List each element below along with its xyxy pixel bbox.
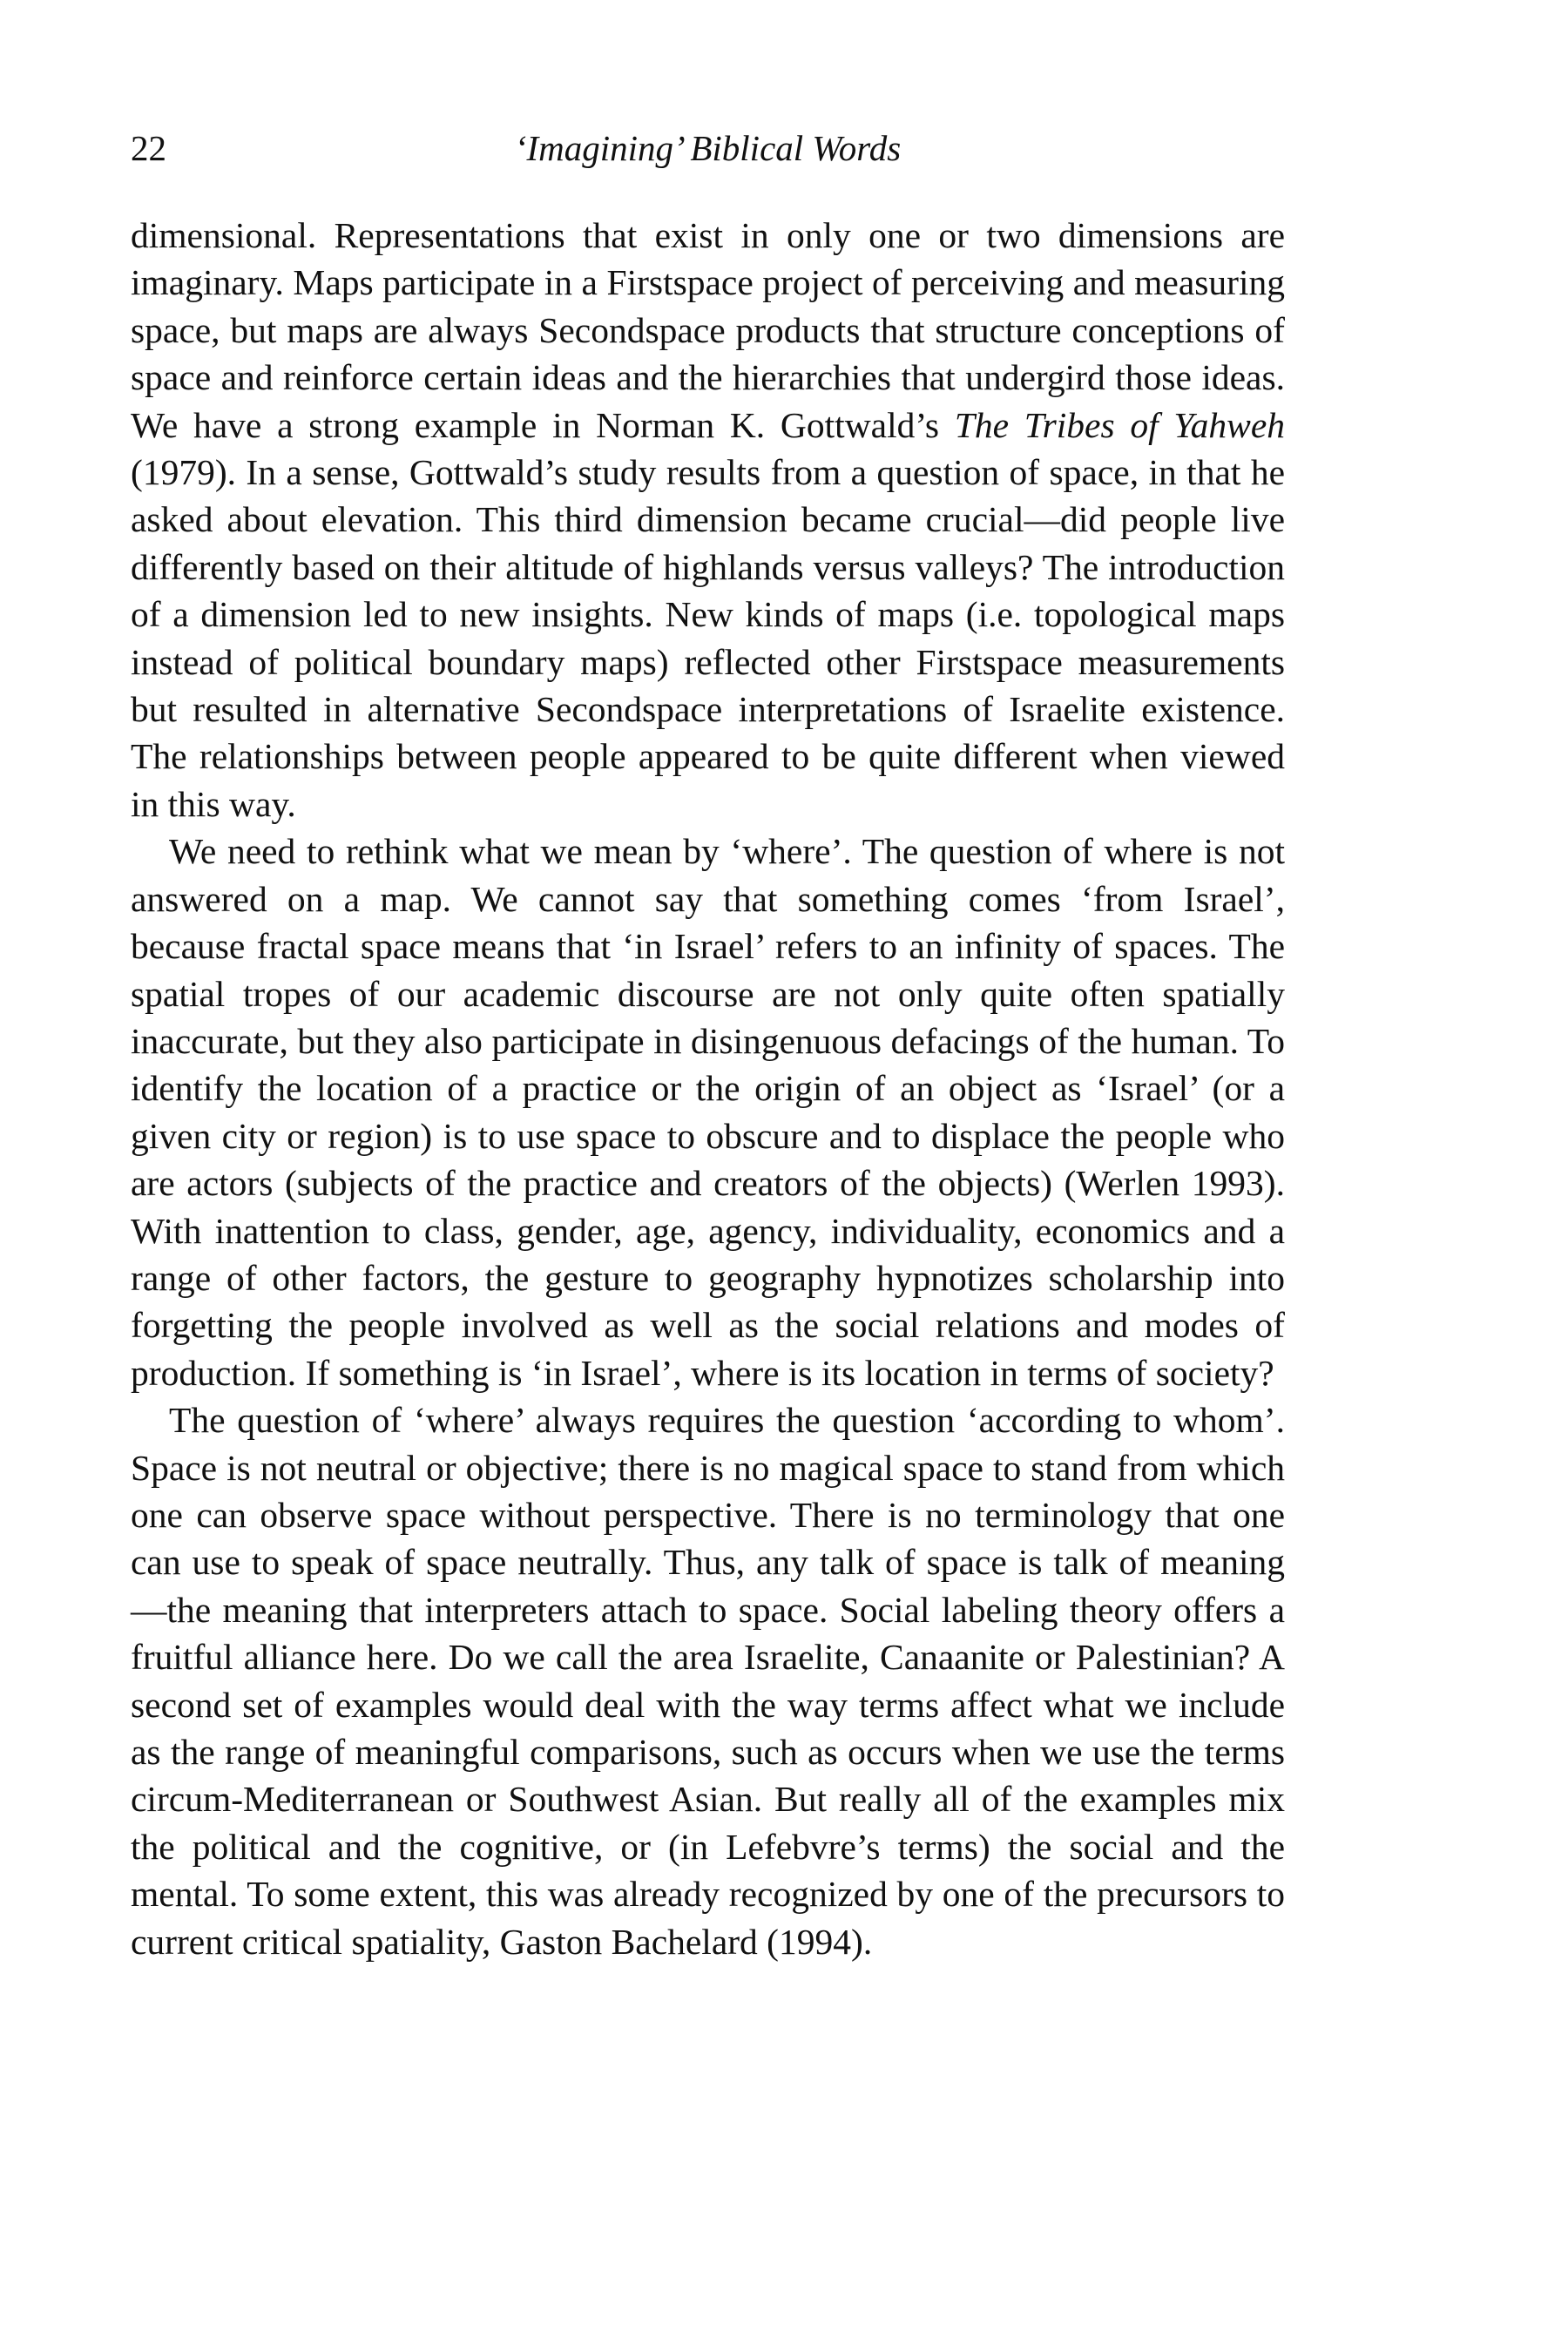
book-title-the-tribes-of-yahweh: The Tribes of Yahweh — [954, 404, 1285, 445]
paragraph-1 — [131, 212, 1285, 828]
paragraph-1-text-before-title: dimensional. Representations that exist in only one or two dimensions are imaginary. Maps participate in a Firstspace project of perceiving and measuring space, but maps are always Secondspace products that structure conceptions of space and reinforce certain ideas and the hierarchies that undergird those ideas. We have a strong example in Norman K. Gottwald’s — [131, 215, 1285, 445]
running-title: ‘Imagining’ Biblical Words — [514, 128, 902, 168]
running-head — [131, 122, 1285, 174]
body-text — [131, 212, 1285, 1965]
paragraph-1-text-after-title: (1979). In a sense, Gottwald’s study results from a question of space, in that he asked about elevation. This third dimension became crucial—did people live differently based on their altitude of highlands versus valleys? The introduction of a dimension led to new insights. New kinds of maps (i.e. topological maps instead of political boundary maps) reflected other Firstspace measurements but resulted in alternative Secondspace interpretations of Israelite existence. The relationships between people appeared to be quite different when viewed in this way. — [131, 452, 1285, 824]
paragraph-3: The question of ‘where’ always requires the question ‘according to whom’. Space is not neutral or objective; there is no magical space to stand from which one can observe space without perspective. There is no terminology that one can use to speak of space neutrally. Thus, any talk of space is talk of meaning—the meaning that interpreters attach to space. Social labeling theory offers a fruitful alliance here. Do we call the area Israelite, Canaanite or Palestinian? A second set of examples would deal with the way terms affect what we include as the range of meaningful comparisons, such as occurs when we use the terms circum-Mediterranean or Southwest Asian. But really all of the examples mix the political and the cognitive, or (in Lefebvre’s terms) the social and the mental. To some extent, this was already recognized by one of the precursors to current critical spatiality, Gaston Bachelard (1994). — [131, 1400, 1285, 1962]
paragraph-2: We need to rethink what we mean by ‘where’. The question of where is not answered on a map. We cannot say that something comes ‘from Israel’, because fractal space means that ‘in Israel’ refers to an infinity of spaces. The spatial tropes of our academic discourse are not only quite often spatially inaccurate, but they also participate in disingenuous defacings of the human. To identify the location of a practice or the origin of an object as ‘Israel’ (or a given city or region) is to use space to obscure and to displace the people who are actors (subjects of the practice and creators of the objects) (Werlen 1993). With inattention to class, gender, age, agency, individuality, economics and a range of other factors, the gesture to geography hypnotizes scholarship into forgetting the people involved as well as the social relations and modes of production. If something is ‘in Israel’, where is its location in terms of society? — [131, 831, 1285, 1393]
page-number: 22 — [131, 128, 166, 168]
